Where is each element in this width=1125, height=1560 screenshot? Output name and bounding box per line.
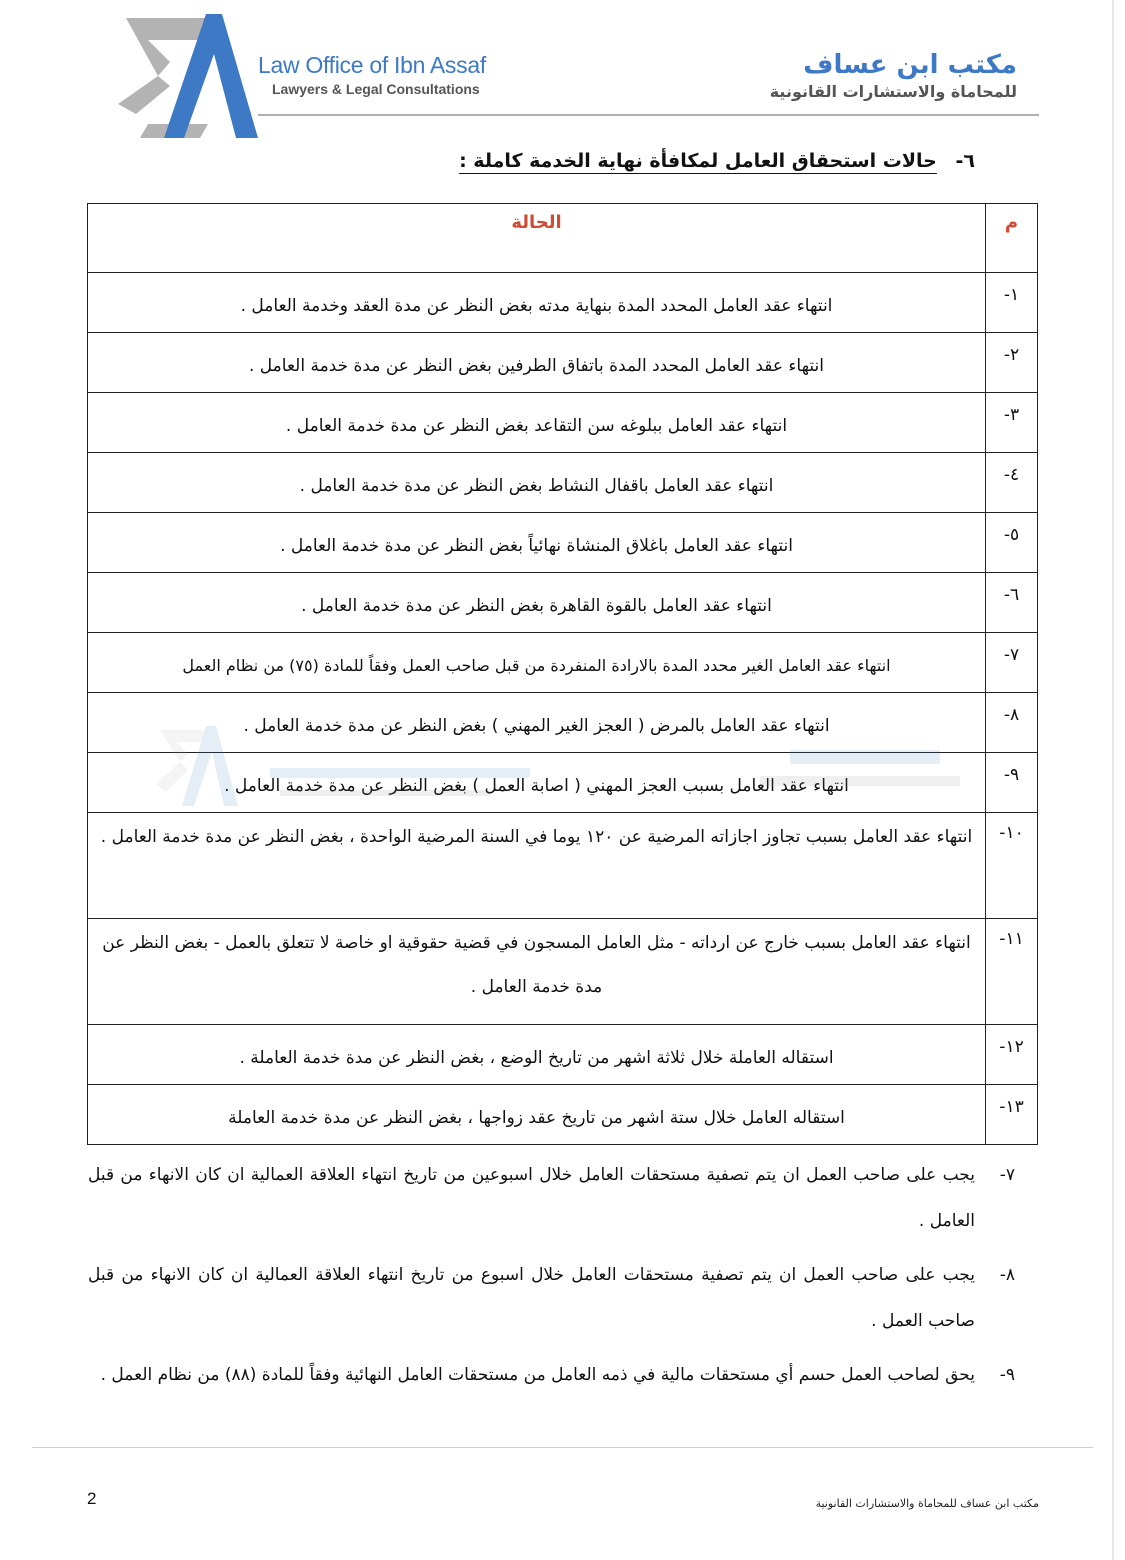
note-number: ٨-	[999, 1265, 1015, 1285]
note-item	[88, 1152, 1015, 1244]
row-number: ٦-	[986, 573, 1038, 633]
row-number: ٧-	[986, 633, 1038, 693]
table-row	[88, 693, 1038, 753]
row-number: ٥-	[986, 513, 1038, 573]
section-number: ٦-	[955, 150, 975, 172]
section-heading	[459, 150, 975, 172]
row-text: استقاله العامل خلال ستة اشهر من تاريخ عقد زواجها ، بغض النظر عن مدة خدمة العاملة	[88, 1085, 986, 1145]
footer-office-text: مكتب ابن عساف للمحاماة والاستشارات القانونية	[815, 1497, 1039, 1510]
table-row	[88, 813, 1038, 919]
row-text: انتهاء عقد العامل المحدد المدة باتفاق الطرفين بغض النظر عن مدة خدمة العامل .	[88, 333, 986, 393]
table-row	[88, 753, 1038, 813]
brand-en-subtitle: Lawyers & Legal Consultations	[272, 81, 480, 97]
table-header-row	[88, 204, 1038, 273]
row-number: ٨-	[986, 693, 1038, 753]
footer-divider	[32, 1447, 1093, 1448]
row-number: ١-	[986, 273, 1038, 333]
page-edge	[1112, 0, 1114, 1560]
note-text: يجب على صاحب العمل ان يتم تصفية مستحقات العامل خلال اسبوع من تاريخ انتهاء العلاقة العمالية ان كان الانهاء من قبل صاحب العمل .	[88, 1265, 975, 1331]
row-number: ٣-	[986, 393, 1038, 453]
table-row	[88, 573, 1038, 633]
brand-ar-name: مكتب ابن عساف	[803, 50, 1017, 80]
row-text: انتهاء عقد العامل بسبب تجاوز اجازاته المرضية عن ١٢٠ يوما في السنة المرضية الواحدة ، بغض النظر عن مدة خدمة العامل .	[88, 813, 986, 919]
header-divider	[258, 114, 1039, 116]
table-row	[88, 633, 1038, 693]
table-row	[88, 453, 1038, 513]
row-text: انتهاء عقد العامل بسبب خارج عن ارداته - مثل العامل المسجون في قضية حقوقية او خاصة لا تتعلق بالعمل - بغض النظر عن مدة خدمة العامل .	[88, 919, 986, 1025]
table-row	[88, 919, 1038, 1025]
brand-en-name: Law Office of Ibn Assaf	[258, 52, 486, 78]
row-text: انتهاء عقد العامل بالقوة القاهرة بغض النظر عن مدة خدمة العامل .	[88, 573, 986, 633]
table-row	[88, 513, 1038, 573]
row-text: انتهاء عقد العامل الغير محدد المدة بالارادة المنفردة من قبل صاحب العمل وفقاً للمادة (٧٥) من نظام العمل	[88, 633, 986, 693]
table-row	[88, 333, 1038, 393]
row-number: ١١-	[986, 919, 1038, 1025]
row-text: انتهاء عقد العامل بالمرض ( العجز الغير المهني ) بغض النظر عن مدة خدمة العامل .	[88, 693, 986, 753]
row-number: ٩-	[986, 753, 1038, 813]
table-row	[88, 1025, 1038, 1085]
note-number: ٧-	[999, 1165, 1015, 1185]
note-number: ٩-	[999, 1365, 1015, 1385]
note-item	[88, 1352, 1015, 1398]
brand-arabic	[770, 50, 1017, 101]
brand-ar-subtitle: للمحاماة والاستشارات القانونية	[769, 82, 1017, 101]
row-text: انتهاء عقد العامل باغلاق المنشاة نهائياً بغض النظر عن مدة خدمة العامل .	[88, 513, 986, 573]
row-text: انتهاء عقد العامل بسبب العجز المهني ( اصابة العمل ) بغض النظر عن مدة خدمة العامل .	[88, 753, 986, 813]
row-number: ١٠-	[986, 813, 1038, 919]
row-text: انتهاء عقد العامل المحدد المدة بنهاية مدته بغض النظر عن مدة العقد وخدمة العامل .	[88, 273, 986, 333]
table-row	[88, 1085, 1038, 1145]
note-text: يحق لصاحب العمل حسم أي مستحقات مالية في ذمه العامل من مستحقات العامل النهائية وفقاً للمادة (٨٨) من نظام العمل .	[100, 1365, 975, 1385]
table-row	[88, 393, 1038, 453]
brand-english	[258, 52, 486, 97]
law-office-logo-icon	[118, 14, 268, 140]
notes-list	[88, 1152, 1015, 1406]
row-number: ٤-	[986, 453, 1038, 513]
cases-table	[87, 203, 1038, 1145]
table-row	[88, 273, 1038, 333]
page-number: 2	[87, 1489, 97, 1508]
table-header-num: م	[986, 204, 1038, 273]
row-number: ٢-	[986, 333, 1038, 393]
note-item	[88, 1252, 1015, 1344]
row-number: ١٢-	[986, 1025, 1038, 1085]
row-text: انتهاء عقد العامل باقفال النشاط بغض النظر عن مدة خدمة العامل .	[88, 453, 986, 513]
table-header-case: الحالة	[88, 204, 986, 273]
row-number: ١٣-	[986, 1085, 1038, 1145]
row-text: استقاله العاملة خلال ثلاثة اشهر من تاريخ الوضع ، بغض النظر عن مدة خدمة العاملة .	[88, 1025, 986, 1085]
row-text: انتهاء عقد العامل ببلوغه سن التقاعد بغض النظر عن مدة خدمة العامل .	[88, 393, 986, 453]
section-title: حالات استحقاق العامل لمكافأة نهاية الخدمة كاملة :	[459, 150, 937, 172]
note-text: يجب على صاحب العمل ان يتم تصفية مستحقات العامل خلال اسبوعين من تاريخ انتهاء العلاقة العمالية ان كان الانهاء من قبل العامل .	[88, 1165, 975, 1231]
